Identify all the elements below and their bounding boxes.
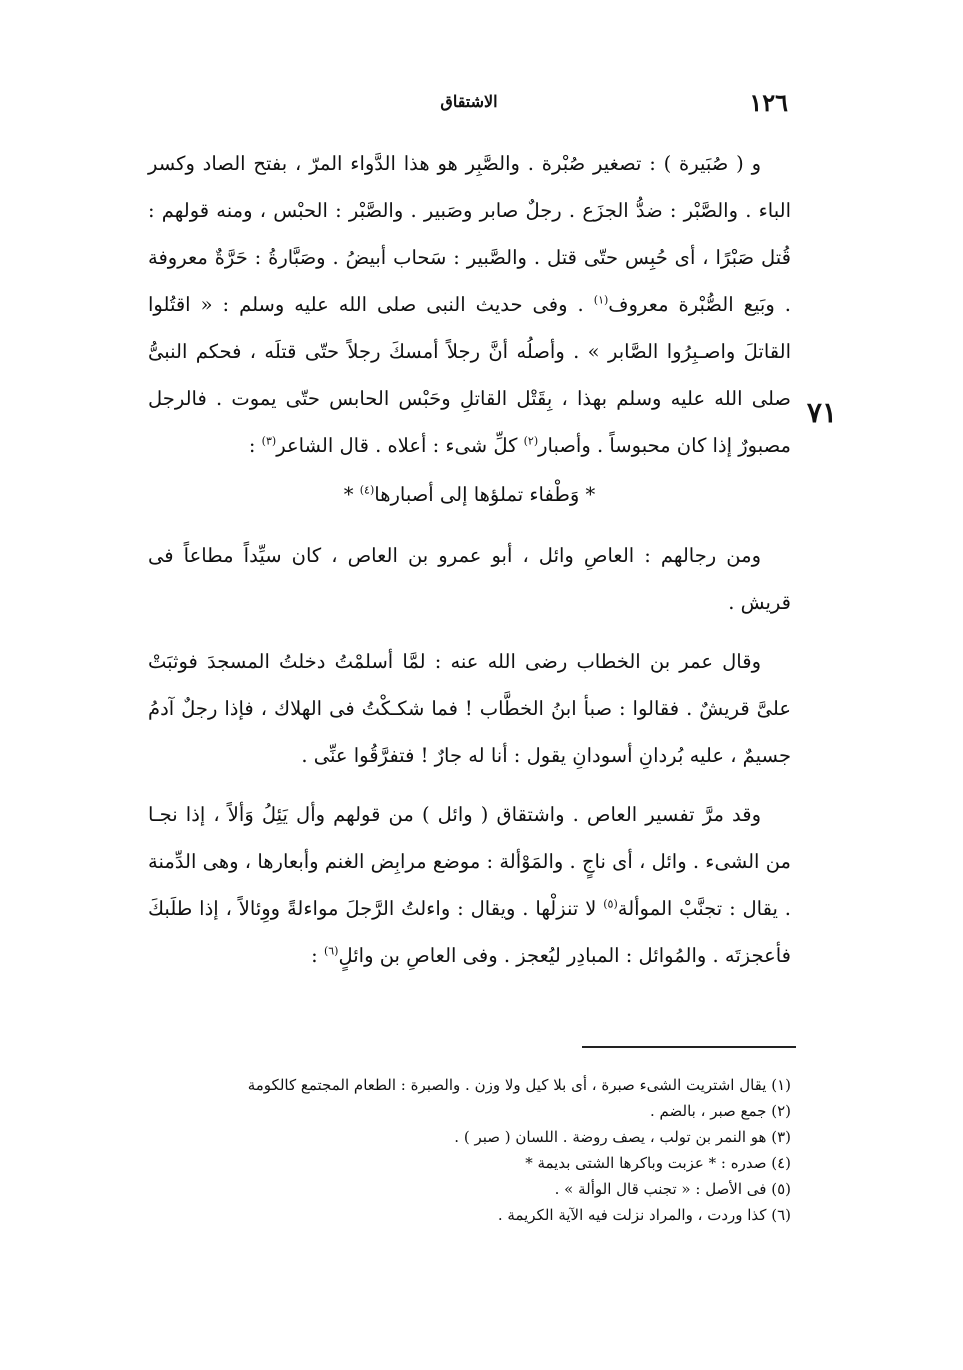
footnote-ref-5: (٥) (603, 897, 618, 911)
footnote-6: (٦) كذا وردت ، والمراد نزلت فيه الآية الكريمة . (497, 1206, 791, 1224)
paragraph-1-text-d: : (248, 434, 256, 457)
footnote-2: (٢) جمع صبر ، بالضم . (650, 1102, 791, 1120)
paragraph-1-text: و ( صُبَيرة ) : تصغير صُبْرة . والصَّبِر هو هذا الدَّواء المرّ ، بفتح الصاد وكسر الباء . والصَّبْر : ضدُّ الجزَع . رجلٌ صابر وصَبير . والصَّبْر : الحبْس ، ومنه قولهم : قُتل صَبْرًا ، أى حُبِس حتّى قتل . والصَّبير : سَحاب أبيضُ . وصَبَّارةُ : حَرَّةٌ معروفة . وبَيع الصُّبْرة معروف (148, 152, 791, 316)
footnote-ref-4: (٤) (359, 483, 375, 497)
footnote-3: (٣) هو النمر بن تولب ، يصف روضة . اللسان ( صبر ) . (454, 1128, 791, 1146)
paragraph-4 (148, 791, 791, 979)
paragraph-2: ومن رجالهم : العاصِ وائل ، أبو عمرو بن العاص ، كان سيِّداً مطاعاً فى قريش . (148, 544, 791, 614)
paragraph-1-text-b: . وفى حديث النبى صلى الله عليه وسلم : « اقتُلوا القاتلَ واصـبِرُوا الصَّابر » . وأصلُه أنَّ رجلاً أمسكَ رجلاً حتّى قتلَه ، فحكم النبىُّ صلى الله عليه وسلم بهذا ، بِقَتْل القاتلِ وحَبْس الحابس حتّى يموت . فالرجل مصبورٌ إذا كان محبوساً . وأصبار (148, 293, 791, 457)
footnote-separator (582, 1046, 796, 1048)
margin-section-number: ٧١ (806, 396, 837, 429)
main-text (148, 140, 791, 979)
footnote-1: (١) يقال اشتريت الشىء صبرة ، أى بلا كيل ولا وزن . والصبرة : الطعام المجتمع كالكومة (247, 1076, 791, 1094)
paragraph-4-text: وقد مرَّ تفسير العاص . واشتقاق ( وائل ) من قولهم وأل يَئِلُ وَألاً ، إذا نجـا من الشىء . وائل ، أى ناجٍ . والمَوْألة : موضع مرابِض الغنم وأبعارها ، وهى الدِّمنة . يقال : تجنَّبْ الموألة (148, 803, 791, 920)
footnotes (140, 1072, 791, 1228)
footnote-4: (٤) صدره : * عزبت وباكرها الشتى بديمة * (525, 1154, 791, 1172)
page-header (150, 88, 788, 118)
footnote-ref-6: (٦) (323, 944, 339, 958)
footnote-ref-3: (٣) (261, 434, 277, 448)
page-number: ١٢٦ (749, 88, 788, 117)
footnote-ref-2: (٢) (523, 434, 539, 448)
paragraph-4-text-b: لا تنزلْها . ويقال : واءلتُ الرَّجلَ مواءلةً ووِئالاً ، إذا طلَبكَ فأعجزتَه . والمُوائل : المبادِر ليُعجز . وفى العاصِ بن وائلٍ (148, 897, 791, 967)
verse-line (148, 471, 791, 518)
footnote-5: (٥) فى الأصل : « تجنب قال الوألة » . (554, 1180, 791, 1198)
verse-text: * وَطْفاء تملؤها إلى أصبارها (374, 483, 596, 506)
paragraph-1-text-c: كلِّ شىء : أعلاه . قال الشاعر (276, 434, 518, 457)
paragraph-3: وقال عمر بن الخطاب رضى الله عنه : لمَّا أسلمْتُ دخلتُ المسجدَ فوثبَتْ علىَّ قريشٌ . فقالوا : صبأ ابنُ الخطَّاب ! فما شكـكْتُ فى الهلاك ، فإذا رجلٌ آدمُ جسيمٌ ، عليه بُردانِ أسودانِ يقول : أنا له جارٌ ! فتفرَّقُوا عنِّى . (148, 650, 791, 767)
verse-end-star: * (343, 483, 354, 506)
paragraph-4-text-c: : (311, 944, 318, 967)
footnote-ref-1: (١) (593, 293, 609, 307)
paragraph-1 (148, 140, 791, 469)
running-title: الاشتقاق (440, 92, 498, 111)
